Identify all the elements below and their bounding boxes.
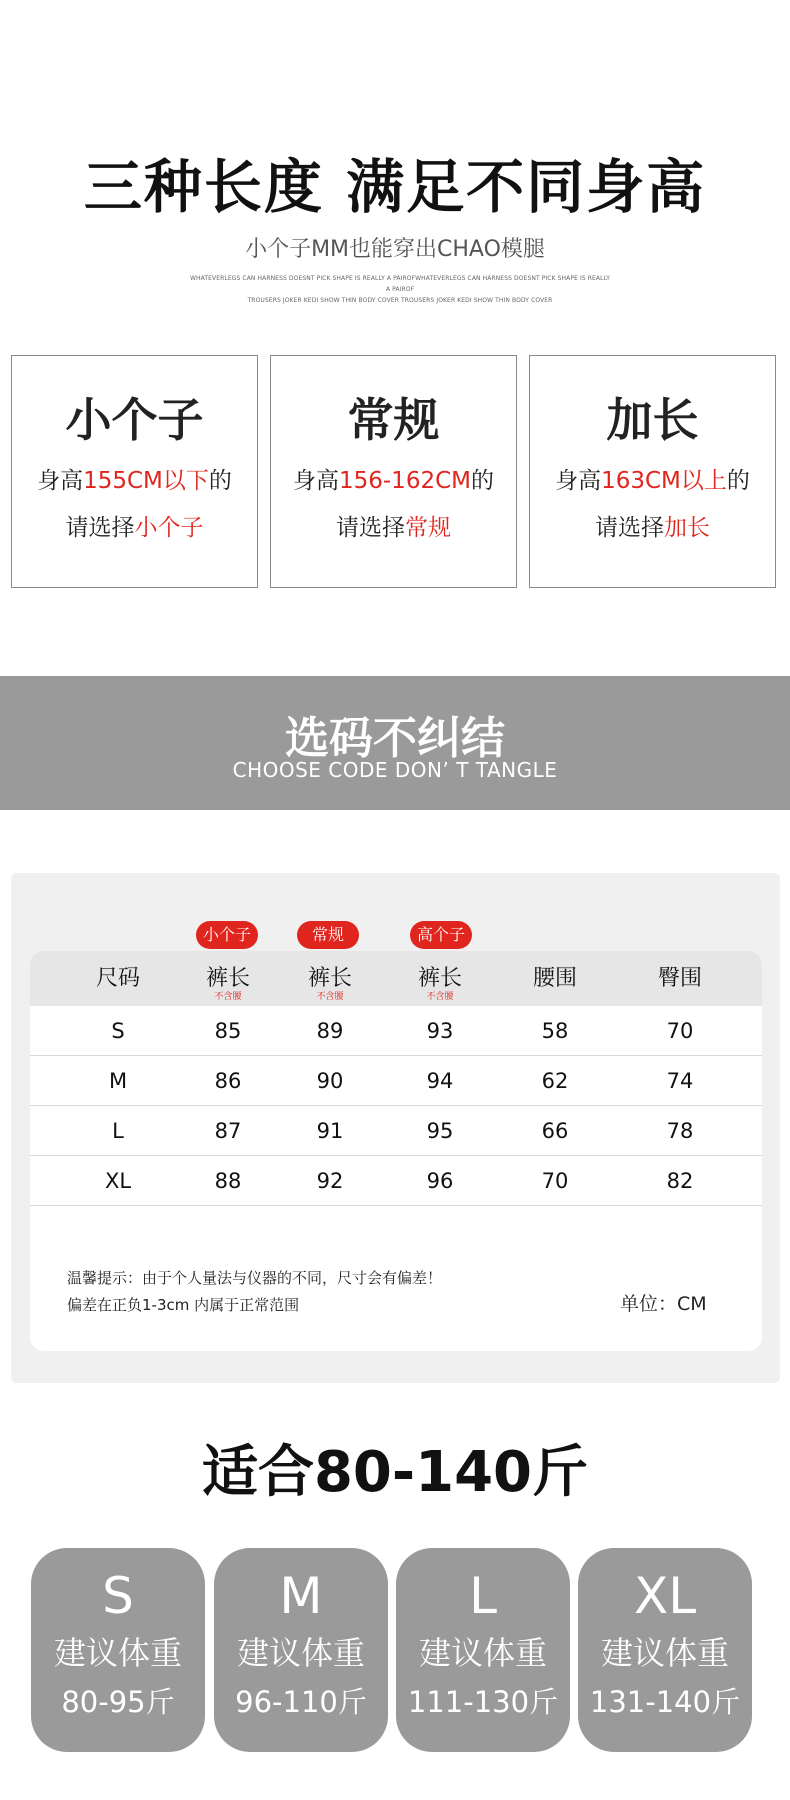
weight-card-xl — [578, 1548, 752, 1752]
cell-length-tall: 95 — [426, 1119, 454, 1143]
banner-title: 选码不纠结 — [285, 713, 505, 764]
cell-length-regular: 92 — [316, 1169, 344, 1193]
measurement-tip-line-2: 偏差在正负1-3cm 内属于正常范围 — [67, 1296, 300, 1314]
header-length-regular: 裤长 — [307, 966, 353, 991]
cell-length-petite: 86 — [214, 1069, 242, 1093]
cell-length-petite: 85 — [214, 1019, 242, 1043]
size-table — [30, 951, 762, 1351]
cell-size: L — [112, 1119, 124, 1143]
weight-card-label: 建议体重 — [418, 1634, 547, 1672]
cell-length-tall: 94 — [426, 1069, 454, 1093]
length-card-petite — [11, 355, 258, 588]
page-subtitle: 小个子MM也能穿出CHAO模腿 — [245, 237, 545, 262]
weight-card-size: M — [279, 1567, 323, 1625]
table-row — [30, 1056, 762, 1106]
pill-petite: 小个子 — [196, 921, 258, 949]
measurement-tip-line-1: 温馨提示：由于个人量法与仪器的不同，尺寸会有偏差！ — [67, 1269, 443, 1287]
weight-card-label: 建议体重 — [53, 1634, 182, 1672]
length-card-name: 常规 — [347, 393, 440, 447]
cell-waist: 58 — [541, 1019, 569, 1043]
banner-subtitle: CHOOSE CODE DON’ T TANGLE — [232, 758, 558, 782]
fine-print-line-2: TROUSERS JOKER KEDI SHOW THIN BODY COVER TROUSERS JOKER KEDI SHOW THIN BODY COVER — [247, 297, 553, 304]
cell-size: S — [111, 1019, 125, 1043]
length-card-regular — [270, 355, 517, 588]
cell-length-regular: 89 — [316, 1019, 344, 1043]
cell-waist: 62 — [541, 1069, 569, 1093]
header-note: 不含腰 — [214, 992, 242, 1002]
length-card-height: 身高155CM以下的 — [37, 468, 232, 494]
fine-print-line-1: WHATEVERLEGS CAN HARNESS DOESNT PICK SHAPE IS REALLY A PAIROFWHATEVERLEGS CAN HARNESS DOESNT PICK SHAPE IS REALLY A PAIROF — [190, 275, 610, 293]
length-card-choose: 请选择小个子 — [65, 515, 204, 541]
weight-card-range: 80-95斤 — [61, 1685, 175, 1719]
header-length-tall: 裤长 — [417, 966, 463, 991]
length-card-height: 身高163CM以上的 — [555, 468, 750, 494]
length-card-long — [529, 355, 776, 588]
weight-title: 适合80-140斤 — [201, 1440, 589, 1505]
cell-length-regular: 90 — [316, 1069, 344, 1093]
length-card-choose: 请选择加长 — [595, 515, 710, 541]
weight-card-m — [214, 1548, 388, 1752]
weight-card-size: XL — [633, 1567, 697, 1625]
pill-regular: 常规 — [297, 921, 359, 949]
cell-length-tall: 96 — [426, 1169, 454, 1193]
header-waist: 腰围 — [532, 966, 578, 991]
length-card-name: 加长 — [606, 393, 699, 447]
cell-hip: 82 — [666, 1169, 694, 1193]
cell-hip: 70 — [666, 1019, 694, 1043]
cell-hip: 74 — [666, 1069, 694, 1093]
weight-card-label: 建议体重 — [600, 1634, 729, 1672]
table-row — [30, 1156, 762, 1206]
weight-card-size: L — [469, 1567, 497, 1625]
cell-length-petite: 87 — [214, 1119, 242, 1143]
page-title: 三种长度 满足不同身高 — [83, 153, 707, 221]
cell-waist: 70 — [541, 1169, 569, 1193]
length-card-choose: 请选择常规 — [336, 515, 451, 541]
header-note: 不含腰 — [316, 992, 344, 1002]
header-size: 尺码 — [95, 966, 141, 991]
pill-tall: 高个子 — [410, 921, 472, 949]
cell-length-tall: 93 — [426, 1019, 454, 1043]
section-banner — [0, 676, 790, 810]
table-row — [30, 1006, 762, 1056]
cell-length-petite: 88 — [214, 1169, 242, 1193]
cell-hip: 78 — [666, 1119, 694, 1143]
header-note: 不含腰 — [426, 992, 454, 1002]
length-card-name: 小个子 — [65, 393, 204, 447]
header-hip: 臀围 — [657, 966, 703, 991]
weight-card-range: 111-130斤 — [407, 1685, 559, 1719]
weight-card-label: 建议体重 — [236, 1634, 365, 1672]
fine-print — [190, 273, 610, 306]
weight-card-s — [31, 1548, 205, 1752]
weight-card-range: 131-140斤 — [589, 1685, 741, 1719]
weight-card-size: S — [102, 1567, 134, 1625]
header-length-petite: 裤长 — [205, 966, 251, 991]
length-card-height: 身高156-162CM的 — [292, 468, 494, 494]
weight-card-l — [396, 1548, 570, 1752]
table-row — [30, 1106, 762, 1156]
cell-size: XL — [104, 1169, 132, 1193]
cell-size: M — [108, 1069, 128, 1093]
cell-length-regular: 91 — [316, 1119, 344, 1143]
weight-card-range: 96-110斤 — [235, 1685, 367, 1719]
unit-label: 单位：CM — [620, 1293, 707, 1315]
table-header — [30, 951, 762, 1006]
cell-waist: 66 — [541, 1119, 569, 1143]
